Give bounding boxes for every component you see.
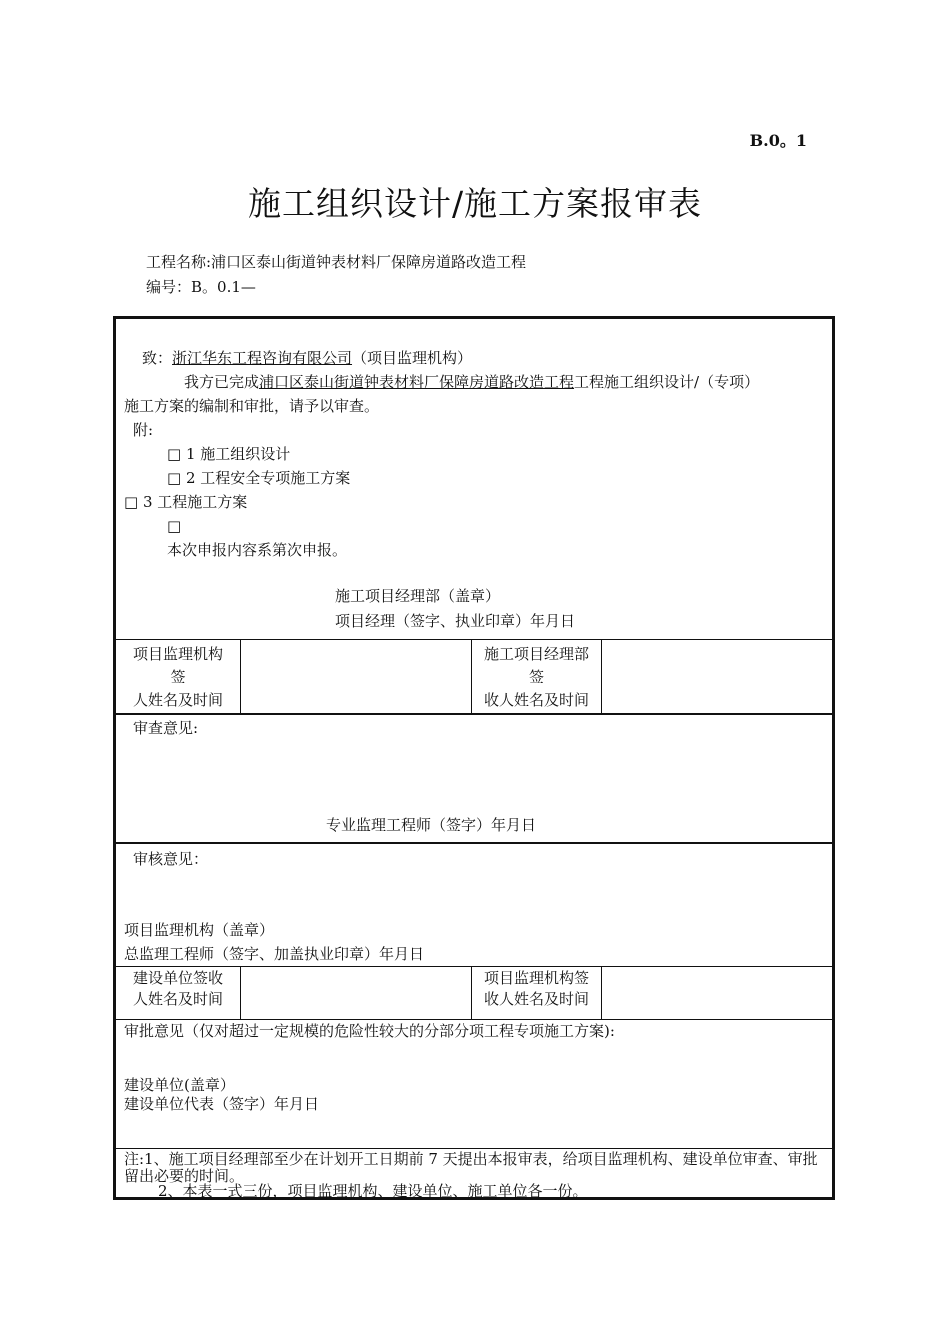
approval-stamp: 建设单位(盖章）	[124, 1076, 235, 1094]
audit-stamp: 项目监理机构（盖章）	[124, 921, 275, 939]
to-suffix: （项目监理机构）	[352, 349, 473, 367]
supervisor-receipt-label	[472, 968, 601, 1010]
body-suffix: 工程施工组织设计/（专项）	[574, 373, 760, 391]
client-sign-label	[116, 968, 240, 1010]
to-prefix: 致：	[142, 349, 173, 367]
label-line: 施工项目经理部	[483, 645, 589, 663]
addressee-line	[142, 348, 472, 369]
divider	[116, 966, 832, 967]
supervisor-org: 浙江华东工程咨询有限公司	[172, 349, 353, 367]
approval-sign: 建设单位代表（签字）年月日	[124, 1095, 320, 1113]
review-label: 审查意见:	[133, 719, 199, 737]
divider	[601, 966, 602, 1019]
approval-form	[113, 316, 835, 1200]
supervisor-sign-label	[116, 643, 240, 712]
body-prefix: 我方已完成	[184, 373, 260, 391]
audit-label: 审核意见：	[133, 850, 209, 868]
label-line: 人姓名及时间	[132, 691, 223, 709]
label-line: 人姓名及时间	[132, 990, 223, 1008]
divider	[116, 713, 832, 715]
label-line: 项目监理机构	[132, 645, 223, 663]
divider	[116, 1148, 832, 1149]
contractor-sign-label	[472, 643, 601, 712]
divider	[116, 639, 832, 640]
form-number: 编号：B。0.1—	[146, 278, 256, 296]
label-line: 项目监理机构签	[483, 969, 589, 987]
divider	[116, 1019, 832, 1020]
attach-label: 附:	[133, 421, 154, 439]
label-line: 收人姓名及时间	[483, 691, 589, 709]
divider	[601, 639, 602, 713]
label-line: 签	[170, 668, 186, 686]
option-1[interactable]: □ 1 施工组织设计	[167, 445, 291, 463]
note-2: 2、本表一式三份，项目监理机构、建设单位、施工单位各一份。	[158, 1182, 588, 1200]
divider	[116, 842, 832, 844]
form-code: B.0。1	[749, 131, 807, 150]
divider	[240, 639, 241, 713]
divider	[240, 966, 241, 1019]
note-1: 注:1、施工项目经理部至少在计划开工日期前 7 天提出本报审表，给项目监理机构、建设单位审查、审批留出必要的时间。	[124, 1150, 818, 1185]
project-name: 工程名称:浦口区泰山街道钟表材料厂保障房道路改造工程	[146, 253, 527, 271]
dept-stamp: 施工项目经理部（盖章）	[335, 587, 501, 605]
review-sign: 专业监理工程师（签字）年月日	[326, 816, 537, 834]
option-3[interactable]: □ 3 工程施工方案	[124, 493, 248, 511]
label-line: 签	[528, 668, 544, 686]
page-title: 施工组织设计/施工方案报审表	[247, 184, 703, 223]
option-4[interactable]: □	[167, 517, 182, 535]
manager-sign: 项目经理（签字、执业印章）年月日	[335, 612, 576, 630]
label-line: 收人姓名及时间	[483, 990, 589, 1008]
option-2[interactable]: □ 2 工程安全专项施工方案	[167, 469, 351, 487]
body-line-1	[184, 372, 759, 393]
label-line: 建设单位签收	[132, 969, 223, 987]
submission-count: 本次申报内容系第次申报。	[167, 541, 348, 559]
body-project: 浦口区泰山街道钟表材料厂保障房道路改造工程	[259, 373, 575, 391]
approval-label: 审批意见（仅对超过一定规模的危险性较大的分部分项工程专项施工方案):	[124, 1022, 615, 1040]
body-line-2: 施工方案的编制和审批，请予以审查。	[124, 397, 380, 415]
audit-sign: 总监理工程师（签字、加盖执业印章）年月日	[124, 945, 425, 963]
